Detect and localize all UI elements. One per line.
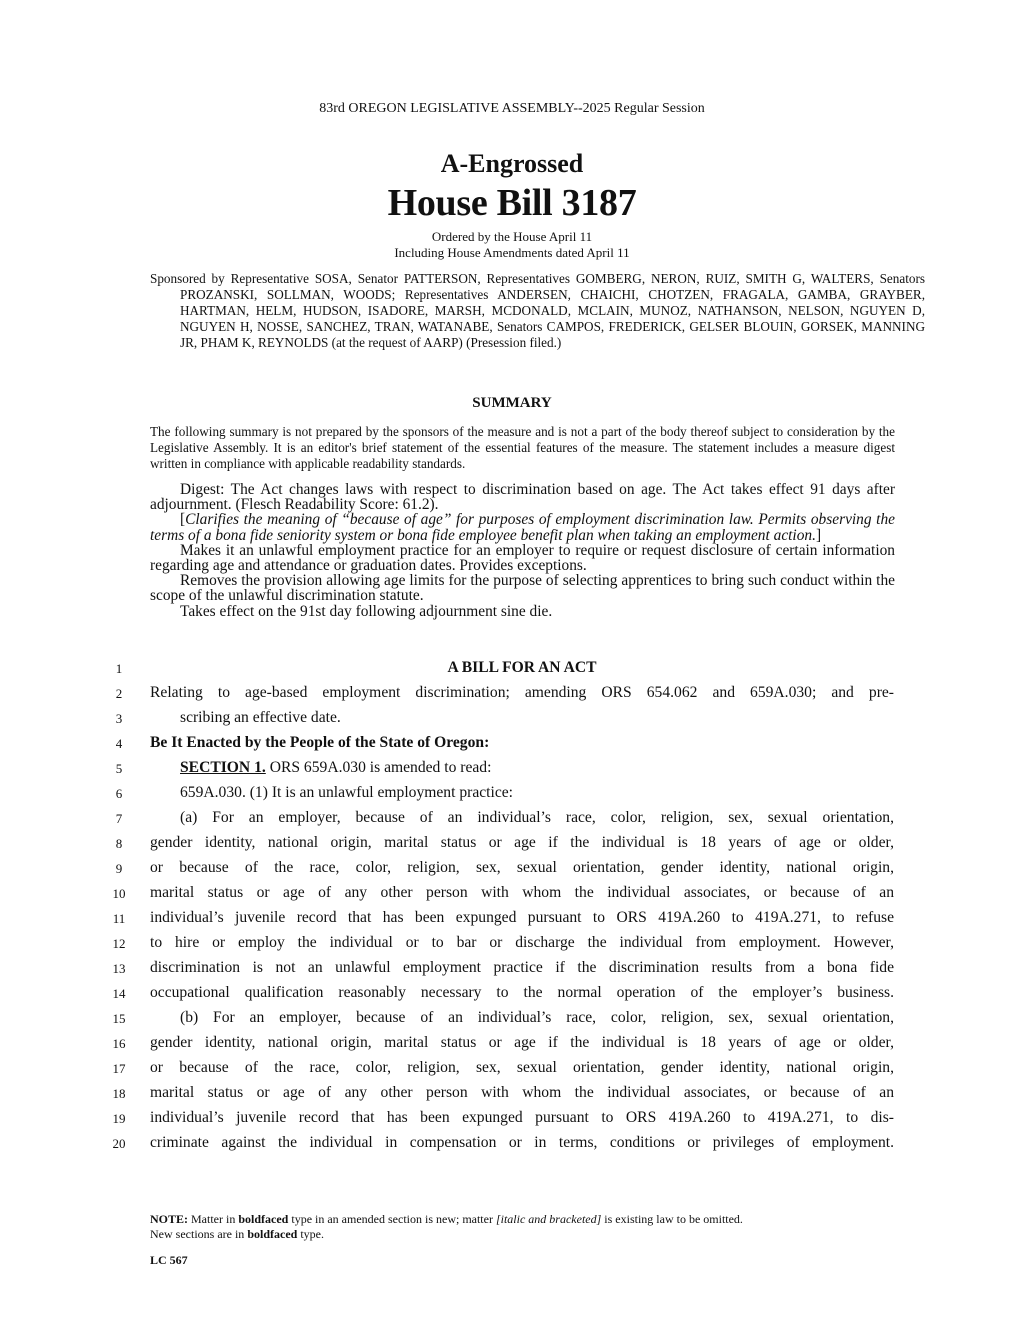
engrossed-label: A-Engrossed: [440, 149, 584, 178]
note-text: is existing law to be omitted.: [601, 1212, 743, 1226]
session-header: 83rd OREGON LEGISLATIVE ASSEMBLY--2025 Regular Session: [319, 101, 705, 116]
line-number: 15: [112, 1011, 126, 1026]
note-label: NOTE:: [150, 1212, 189, 1226]
line-number: 14: [112, 986, 126, 1001]
note-bold: boldfaced: [247, 1227, 298, 1241]
amendments-line: Including House Amendments dated April 11: [394, 245, 630, 260]
bill-line-20: criminate against the individual in compensation or in terms, conditions or privileges of employment.: [150, 1134, 894, 1151]
line-number: 8: [115, 836, 123, 851]
lc-number: LC 567: [150, 1253, 188, 1267]
note-italic: [italic and bracketed]: [495, 1212, 602, 1226]
line-number: 1: [115, 661, 123, 676]
line-number: 4: [115, 736, 123, 751]
line-number: 18: [112, 1086, 126, 1101]
summary-heading: SUMMARY: [472, 395, 552, 411]
bill-line-9: or because of the race, color, religion, sex, sexual orientation, gender identity, national origin,: [150, 859, 894, 876]
note-text: type in an amended section is new; matter: [288, 1212, 496, 1226]
bill-line-2: Relating to age-based employment discrimination; amending ORS 654.062 and 659A.030; and pre-: [150, 684, 894, 701]
line-number: 10: [112, 886, 126, 901]
bill-line-3: scribing an effective date.: [180, 709, 341, 726]
line-number: 5: [115, 761, 123, 776]
line-number: 20: [112, 1136, 126, 1151]
line-number: 11: [112, 911, 126, 926]
bill-line-13: discrimination is not an unlawful employment practice if the discrimination results from a bona fide: [150, 959, 894, 976]
bill-line-6: 659A.030. (1) It is an unlawful employment practice:: [180, 784, 514, 801]
bill-line-7: (a) For an employer, because of an individual’s race, color, religion, sex, sexual orientation,: [180, 809, 894, 826]
effective-date-paragraph: Takes effect on the 91st day following adjournment sine die.: [180, 602, 553, 620]
bracket-open: [: [180, 511, 186, 529]
line-number: 9: [115, 861, 123, 876]
summary-digest: [150, 482, 895, 619]
apprentices-paragraph: Removes the provision allowing age limits for the purpose of selecting apprentices to bring such conduct within the scope of the unlawful discrimination statute.: [150, 572, 895, 605]
section-1-line: [180, 759, 894, 777]
enacting-clause: Be It Enacted by the People of the State of Oregon:: [150, 734, 490, 751]
note-line-2: [150, 1227, 895, 1242]
footer-note: [150, 1212, 895, 1242]
sponsors-paragraph: Sponsored by Representative SOSA, Senator PATTERSON, Representatives GOMBERG, NERON, RUIZ, SMITH G, WALTERS, Senators PROZANSKI, SOLLMAN, WOODS; Representatives ANDERSEN, CHAICHI, CHOTZEN, FRAGALA, GAMBA, GRAYBER, HARTMAN, HELM, HUDSON, ISADORE, MARSH, MCDONALD, MCLAIN, MUNOZ, NATHANSON, NELSON, NGUYEN D, NGUYEN H, NOSSE, SANCHEZ, TRAN, WATANABE, Senators CAMPOS, FREDERICK, GELSER BLOUIN, GORSEK, MANNING JR, PHAM K, REYNOLDS (at the request of AARP) (Presession filed.): [150, 271, 925, 350]
bill-line-8: gender identity, national origin, marital status or age if the individual is 18 years of age or older,: [150, 834, 894, 851]
digest-paragraph: Digest: The Act changes laws with respect to discrimination based on age. The Act takes effect 91 days after adjournment. (Flesch Readability Score: 61.2).: [150, 481, 895, 514]
line-number: 3: [115, 711, 123, 726]
bill-line-16: gender identity, national origin, marital status or age if the individual is 18 years of age or older,: [150, 1034, 894, 1051]
line-number: 7: [115, 811, 123, 826]
section-1-text: ORS 659A.030 is amended to read:: [265, 759, 492, 776]
note-line-1: [150, 1212, 895, 1227]
bill-act-heading: A BILL FOR AN ACT: [447, 659, 597, 676]
note-text: Matter in: [188, 1212, 239, 1226]
line-number: 17: [112, 1061, 126, 1076]
bracket-close: ]: [815, 526, 822, 544]
line-number: 2: [115, 686, 123, 701]
bill-line-18: marital status or age of any other person with whom the individual associates, or because of an: [150, 1084, 894, 1101]
note-text: New sections are in: [150, 1227, 248, 1241]
section-1-label: SECTION 1.: [180, 759, 266, 776]
deleted-bracket-paragraph: [150, 512, 895, 542]
bill-line-10: marital status or age of any other person with whom the individual associates, or because of an: [150, 884, 894, 901]
bill-line-15: (b) For an employer, because of an individual’s race, color, religion, sex, sexual orientation,: [180, 1009, 894, 1026]
line-number: 6: [115, 786, 123, 801]
bill-line-11: individual’s juvenile record that has been expunged pursuant to ORS 419A.260 to 419A.271, to refuse: [150, 909, 894, 926]
bill-line-19: individual’s juvenile record that has been expunged pursuant to ORS 419A.260 to 419A.271, to dis-: [150, 1109, 894, 1126]
summary-intro: The following summary is not prepared by the sponsors of the measure and is not a part of the body thereof subject to consideration by the Legislative Assembly. It is an editor's brief statement of the essential features of the measure. The statement includes a measure digest written in compliance with applicable readability standards.: [150, 424, 895, 471]
line-number: 13: [112, 961, 126, 976]
note-bold: boldfaced: [238, 1212, 289, 1226]
deleted-text: Clarifies the meaning of “because of age” for purposes of employment discrimination law. Permits observing the terms of a bona fide seniority system or bona fide employee benefit plan when taking an employment action.: [150, 511, 895, 544]
line-number: 19: [112, 1111, 126, 1126]
bill-line-17: or because of the race, color, religion, sex, sexual orientation, gender identity, national origin,: [150, 1059, 894, 1076]
bill-line-14: occupational qualification reasonably necessary to the normal operation of the employer’s business.: [150, 984, 894, 1001]
ordered-line: Ordered by the House April 11: [431, 229, 593, 244]
line-number: 16: [112, 1036, 126, 1051]
disclosure-paragraph: Makes it an unlawful employment practice for an employer to require or request disclosure of certain information regarding age and attendance or graduation dates. Provides exceptions.: [150, 541, 895, 575]
note-text: type.: [297, 1227, 324, 1241]
bill-line-12: to hire or employ the individual or to bar or discharge the individual from employment. However,: [150, 934, 894, 951]
line-number: 12: [112, 936, 126, 951]
bill-title: House Bill 3187: [387, 182, 637, 224]
ordered-block: [0, 229, 1024, 261]
